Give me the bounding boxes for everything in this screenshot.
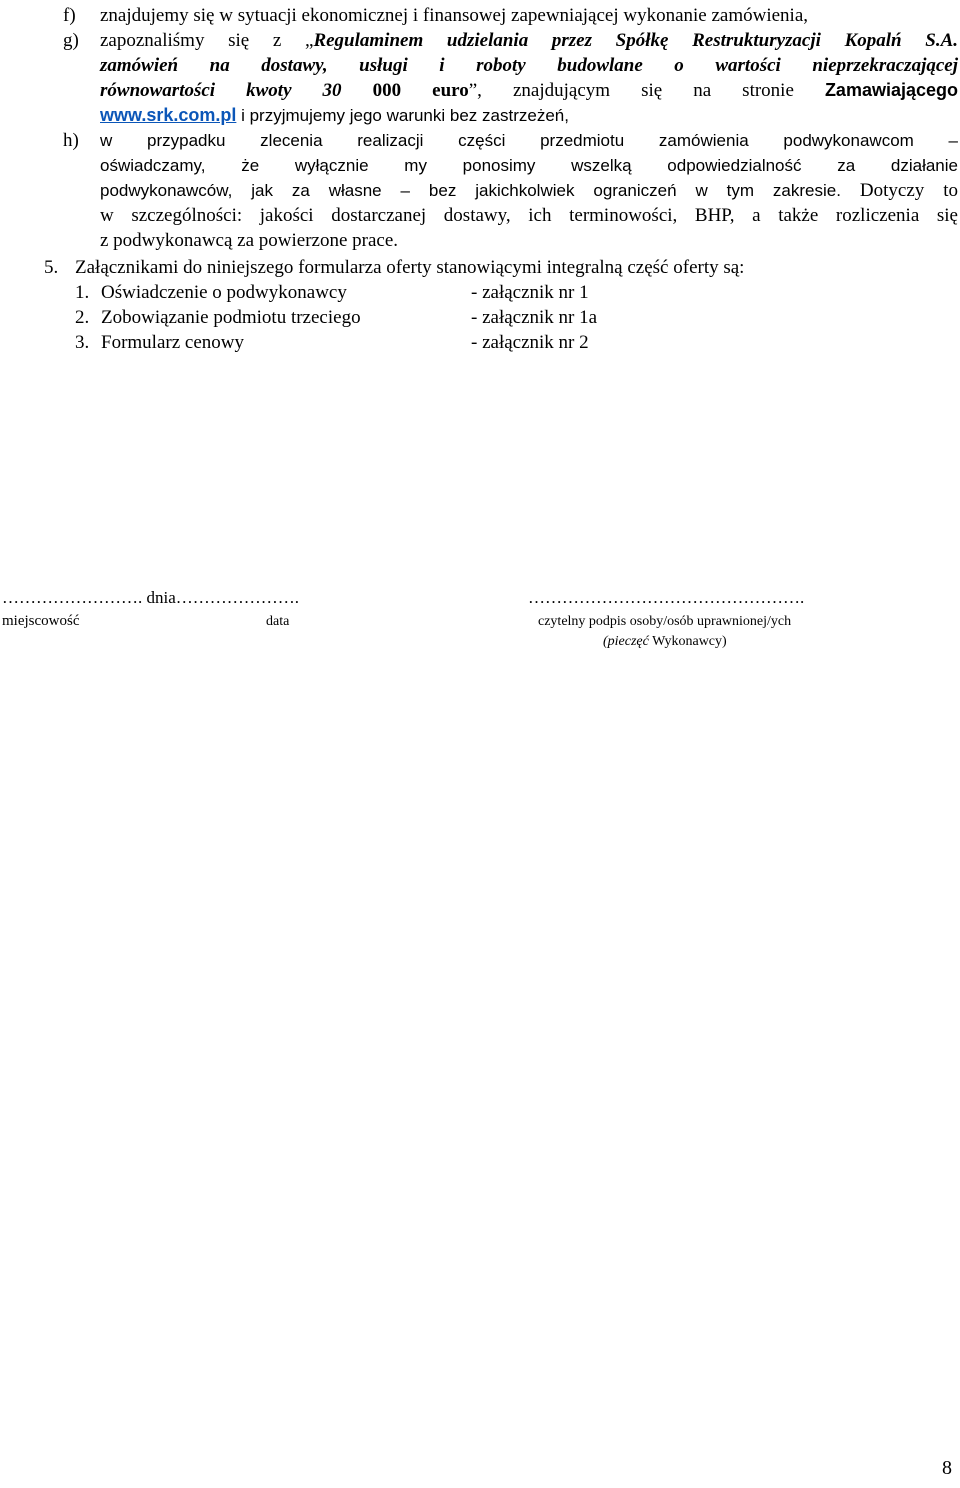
item-g-line3-d: Zamawiającego [824,80,958,100]
section-5-intro: Załącznikami do niniejszego formularza oferty stanowiącymi integralną część oferty są: [75,257,745,278]
regulation-title: Regulaminem udzielania przez Spółkę Restrukturyzacji Kopalń S.A. [313,30,958,51]
stamp-label-b: Wykonawcy) [652,634,727,649]
attachment-1-name: Oświadczenie o podwykonawcy [101,282,347,303]
attachment-2-name: Zobowiązanie podmiotu trzeciego [101,307,361,328]
signature-dots: …………………………………………. [528,588,805,607]
date-label: data [266,614,290,629]
item-g-line3-c: ”, znajdującym się na stronie [468,80,794,101]
stamp-label-a: (pieczęć [603,634,649,649]
item-g-line4 [100,103,569,128]
item-g-line1 [100,28,958,53]
attachment-3-number: 3. [75,332,90,353]
signature-place-date-line [2,588,299,608]
page-number: 8 [942,1457,952,1479]
item-g-label: g) [63,30,79,51]
item-h-line1: w przypadku zlecenia realizacji części przedmiotu zamówienia podwykonawcom – [100,131,958,150]
item-h-line2: oświadczamy, że wyłącznie my ponosimy wszelką odpowiedzialność za działanie [100,156,958,175]
attachment-3-name: Formularz cenowy [101,332,244,353]
attachment-1-number: 1. [75,282,90,303]
item-h-line3-b: Dotyczy to [859,180,958,201]
attachment-2-ref: - załącznik nr 1a [471,307,598,328]
item-g-line3-a: równowartości kwoty 30 [100,80,342,101]
item-g-line3 [100,78,958,103]
date-dots: …………………. [175,588,300,607]
item-g-line4-rest: i przyjmujemy jego warunki bez zastrzeżeń, [236,106,569,125]
attachment-3-ref: - załącznik nr 2 [471,332,589,353]
date-word: dnia [146,588,176,607]
item-g-line3-b: 000 euro [372,80,469,101]
place-label: miejscowość [2,613,80,629]
place-dots: ……………………. [2,588,143,607]
item-h-line5: z podwykonawcą za powierzone prace. [100,230,399,251]
item-f-text: znajdujemy się w sytuacji ekonomicznej i finansowej zapewniającej wykonanie zamówienia, [100,5,809,26]
attachment-2-number: 2. [75,307,90,328]
section-5-number: 5. [44,257,59,278]
item-h-line3 [100,178,958,203]
attachment-1-ref: - załącznik nr 1 [471,282,589,303]
item-g-line2: zamówień na dostawy, usługi i roboty budowlane o wartości nieprzekraczającej [100,55,958,76]
item-h-label: h) [63,130,79,151]
stamp-label [603,633,727,651]
item-g-line1-a: zapoznaliśmy się z „ [100,30,314,51]
website-link[interactable]: www.srk.com.pl [100,105,237,125]
item-h-line4: w szczególności: jakości dostarczanej dostawy, ich terminowości, BHP, a także rozliczenia się [100,205,958,226]
signature-label: czytelny podpis osoby/osób uprawnionej/ych [538,614,792,629]
item-h-line3-a: podwykonawców, jak za własne – bez jakichkolwiek ograniczeń w tym zakresie. [100,181,841,200]
item-f-label: f) [63,5,76,26]
